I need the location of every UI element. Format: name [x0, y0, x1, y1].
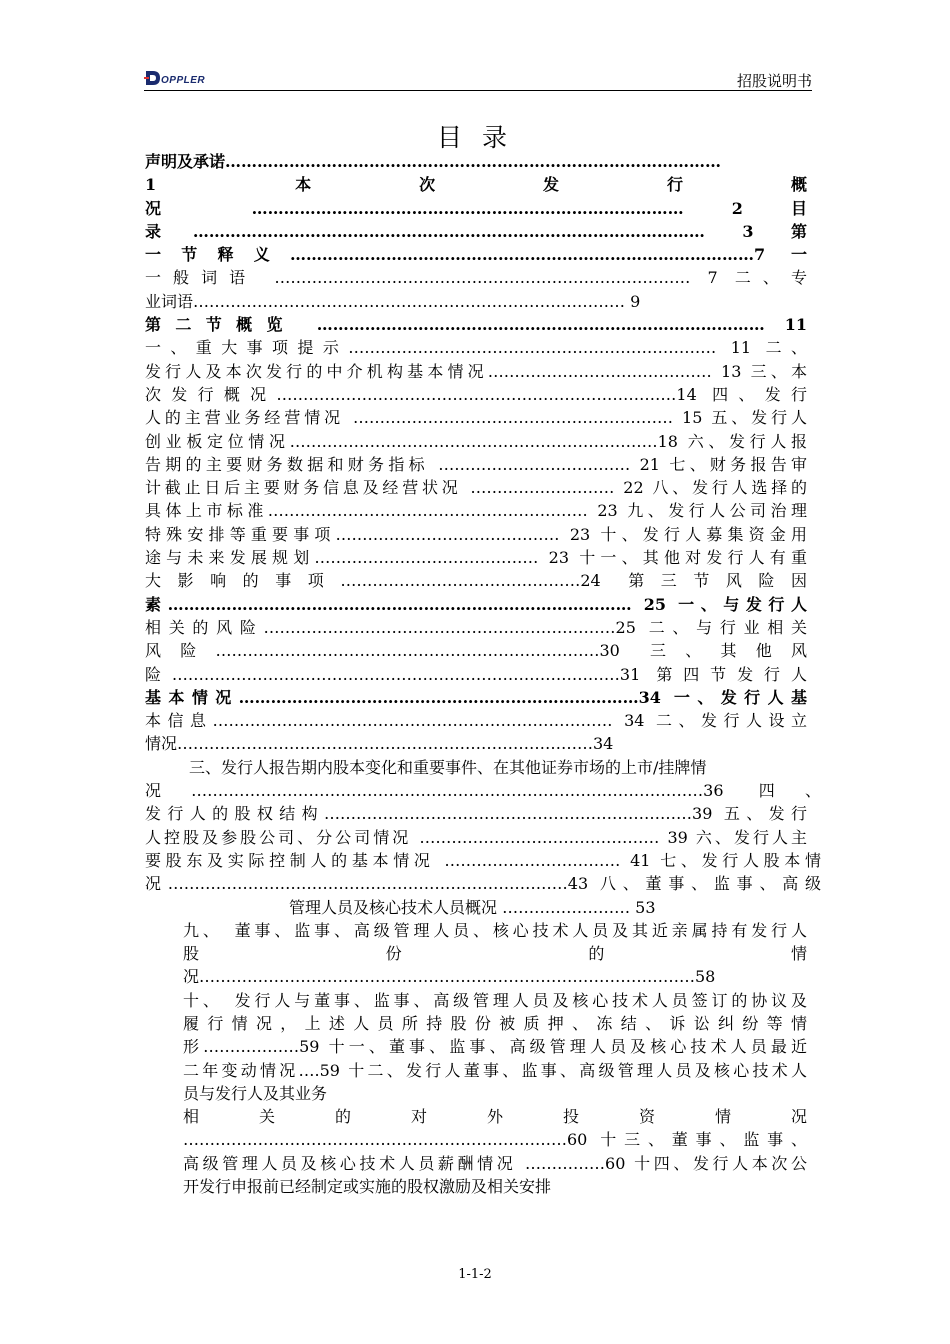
toc-line[interactable]: 业词语……………………………………………………………………… 9 [145, 291, 641, 311]
toc-line[interactable]: 1 本 次 发 行 概 [145, 175, 807, 195]
toc-line[interactable]: 人的主营业务经营情况 …………………………………………………… 15 五、发行人 [145, 408, 807, 428]
toc-line[interactable]: 履 行 情 况 ， 上 述 人 员 所 持 股 份 被 质 押 、 冻 结 、 诉 讼 纠 纷 等 情 [183, 1013, 807, 1033]
toc-line[interactable]: 况 ……………………………………………………………………… 2 目 [145, 198, 807, 218]
toc-line[interactable]: 险…………………………………………………………………………31 第四节发行人 [145, 664, 807, 684]
document-type: 招股说明书 [736, 72, 812, 90]
toc-line[interactable]: 一般词语 …………………………………………………………………… 7 二、专 [145, 268, 807, 288]
header-divider [144, 90, 812, 91]
toc-line[interactable]: 人控股及参股公司、分公司情况 ……………………………………… 39 六、发行人主 [145, 827, 807, 847]
toc-line[interactable]: 第二节概览 ………………………………………………………………………… 11 [145, 315, 807, 335]
toc-line[interactable]: 十、 发行人与董事、监事、高级管理人员及核心技术人员签订的协议及 [183, 990, 807, 1010]
toc-line[interactable]: 一、重大事项提示…………………………………………………………… 11 二、 [145, 338, 807, 358]
toc-line[interactable]: 录…………………………………………………………………………………… 3 第 [145, 221, 807, 241]
toc-line[interactable]: 发行人的股权结构……………………………………………………………39 五、发行 [145, 804, 807, 824]
toc-line[interactable]: 告期的主要财务数据和财务指标 ……………………………… 21 七、财务报告审 [145, 454, 807, 474]
toc-line[interactable]: 高级管理人员及核心技术人员薪酬情况 ……………60 十四、发行人本次公 [183, 1153, 807, 1173]
page-title: 目 录 [437, 123, 513, 152]
toc-line[interactable]: 次发行概况…………………………………………………………………14 四、发行 [145, 384, 807, 404]
company-logo [144, 68, 214, 88]
toc-line[interactable]: 管理人员及核心技术人员概况 …………………… 53 [145, 897, 656, 917]
toc-line[interactable]: 九、 董事、监事、高级管理人员、核心技术人员及其近亲属持有发行人 [183, 920, 807, 940]
toc-line[interactable]: 具体上市标准…………………………………………………… 23 九、发行人公司治理 [145, 501, 807, 521]
toc-line[interactable]: 情况……………………………………………………………………34 [145, 734, 614, 754]
toc-line[interactable]: 股 份 的 情 [183, 944, 807, 964]
toc-line[interactable]: 创业板定位情况……………………………………………………………18 六、发行人报 [145, 431, 807, 451]
toc-line[interactable]: 形………………59 十一、董事、监事、高级管理人员及核心技术人员最近 [183, 1037, 807, 1057]
toc-line[interactable]: 一节释义……………………………………………………………………………7 一 [145, 245, 807, 265]
toc-line[interactable]: 相关的风险…………………………………………………………25 二、与行业相关 [145, 617, 807, 637]
toc-line[interactable]: 况……………………………………………………………………………………36 四、 [145, 781, 821, 801]
toc-line[interactable]: ………………………………………………………………60 十三、董事、监事、 [183, 1130, 807, 1150]
page-number: 1-1-2 [458, 1267, 492, 1282]
toc-line[interactable]: 况…………………………………………………………………43 八、董事、监事、高级 [145, 874, 821, 894]
table-of-contents [145, 150, 821, 1198]
toc-line[interactable]: 基本情况…………………………………………………………………34 一、发行人基 [145, 687, 807, 707]
toc-line[interactable]: 风 险 ………………………………………………………………30 三 、 其 他 风 [145, 641, 807, 661]
toc-line[interactable]: 开发行申报前已经制定或实施的股权激励及相关安排 [183, 1177, 552, 1197]
toc-line[interactable]: 本信息………………………………………………………………… 34 二、发行人设立 [145, 711, 807, 731]
toc-line[interactable]: 声明及承诺………………………………………………………………………………… [145, 152, 722, 171]
toc-line[interactable]: 相 关 的 对 外 投 资 情 况 [183, 1107, 807, 1127]
toc-line[interactable]: 员与发行人及其业务 [183, 1083, 328, 1103]
toc-line[interactable]: 要股东及实际控制人的基本情况 …………………………… 41 七、发行人股本情 [145, 850, 821, 870]
toc-line[interactable]: 三、发行人报告期内股本变化和重要事件、在其他证券市场的上市/挂牌情 [189, 757, 707, 777]
toc-line[interactable]: 二年变动情况….59 十二、发行人董事、监事、高级管理人员及核心技术人 [183, 1060, 807, 1080]
toc-line[interactable]: 况…………………………………………………………………………………58 [183, 967, 716, 987]
svg-text:OPPLER: OPPLER [161, 75, 206, 86]
toc-line[interactable]: 大 影 响 的 事 项 ………………………………………24 第 三 节 风 险 因 [145, 571, 807, 591]
toc-line[interactable]: 计截止日后主要财务信息及经营状况 ……………………… 22 八、发行人选择的 [145, 478, 807, 498]
toc-line[interactable]: 途与未来发展规划…………………………………… 23 十一、其他对发行人有重 [145, 548, 807, 568]
doppler-logo-icon [144, 68, 214, 88]
toc-line[interactable]: 特殊安排等重要事项…………………………………… 23 十、发行人募集资金用 [145, 524, 807, 544]
toc-line[interactable]: 发行人及本次发行的中介机构基本情况…………………………………… 13 三、本 [145, 361, 807, 381]
toc-line[interactable]: 素…………………………………………………………………………… 25 一、与发行人 [145, 594, 807, 614]
